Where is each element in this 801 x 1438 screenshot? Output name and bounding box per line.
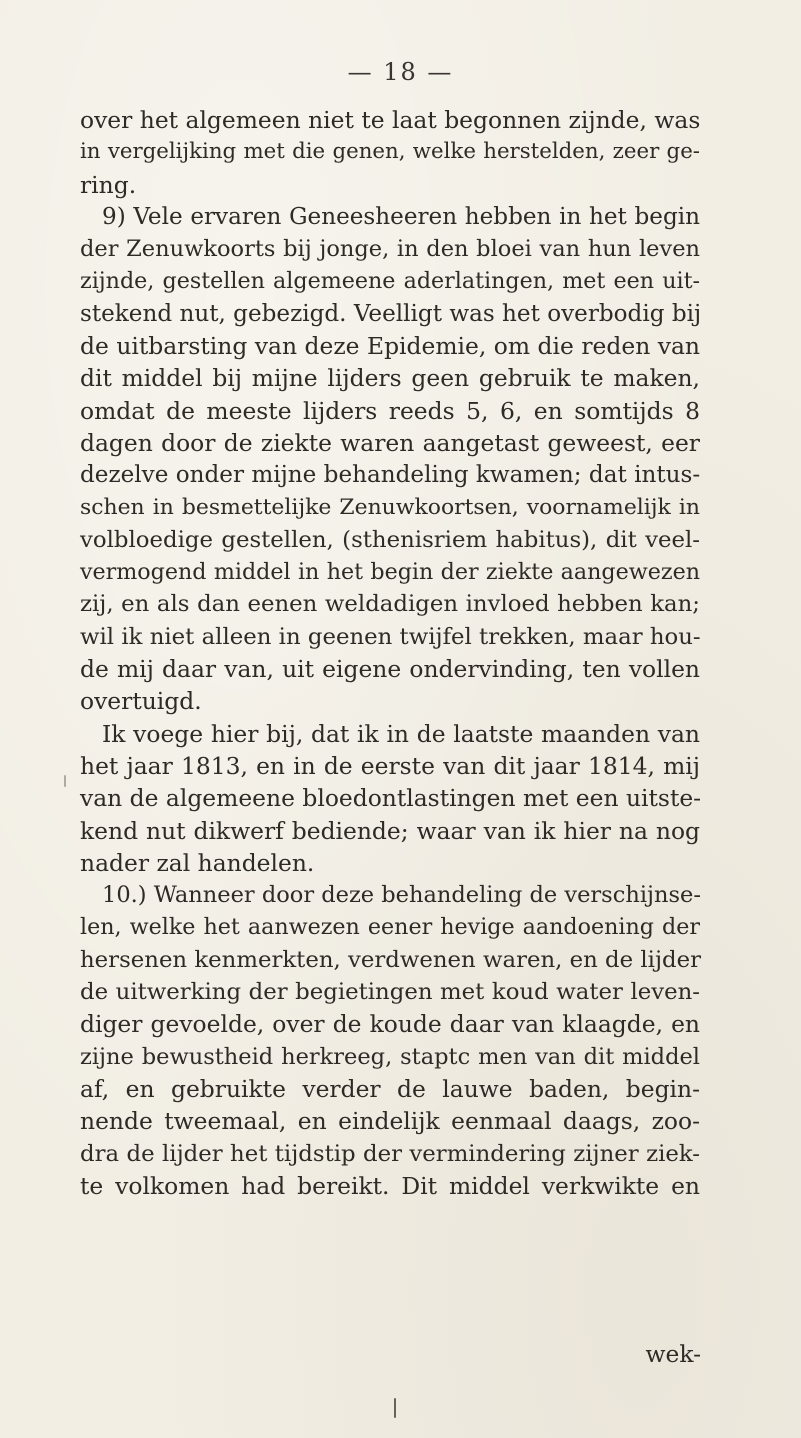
text-line: nende tweemaal, en eindelijk eenmaal daags, zoo-: [80, 1107, 700, 1136]
page-number: — 18 —: [347, 58, 454, 86]
text-line: diger gevoelde, over de koude daar van klaagde, en: [80, 1010, 700, 1039]
text-line: Ik voege hier bij, dat ik in de laatste maanden van: [102, 719, 700, 748]
text-line: dagen door de ziekte waren aangetast geweest, eer: [80, 428, 700, 457]
text-line: de uitwerking der begietingen met koud water leven-: [80, 979, 700, 1006]
text-line: zij, en als dan eenen weldadigen invloed hebben kan;: [80, 591, 700, 618]
text-line: der Zenuwkoorts bij jonge, in den bloei van hun leven: [80, 236, 700, 263]
text-line: de uitbarsting van deze Epidemie, om die reden van: [80, 332, 700, 361]
text-line: zijnde, gestellen algemeene aderlatingen, met een uit-: [80, 268, 700, 295]
text-line: wil ik niet alleen in geenen twijfel trekken, maar hou-: [80, 623, 701, 650]
text-line: vermogend middel in het begin der ziekte aangewezen: [80, 559, 700, 586]
text-line: ring.: [80, 170, 137, 199]
text-line: af, en gebruikte verder de lauwe baden, begin-: [80, 1074, 700, 1103]
text-line: nader zal handelen.: [80, 848, 315, 877]
text-line: het jaar 1813, en in de eerste van dit jaar 1814, mij: [80, 751, 700, 780]
text-line: overtuigd.: [80, 687, 202, 716]
catchword: wek-: [645, 1340, 701, 1368]
text-line: in vergelijking met die genen, welke herstelden, zeer ge-: [80, 139, 700, 165]
text-line: te volkomen had bereikt. Dit middel verkwikte en: [80, 1171, 700, 1200]
text-line: stekend nut, gebezigd. Veelligt was het overbodig bij: [80, 300, 702, 327]
text-line: omdat de meeste lijders reeds 5, 6, en somtijds 8: [80, 396, 700, 425]
text-line: 9) Vele ervaren Geneesheeren hebben in het begin: [102, 203, 700, 230]
text-line: dra de lijder het tijdstip der vermindering zijner ziek-: [80, 1140, 700, 1167]
text-line: de mij daar van, uit eigene ondervinding, ten vollen: [80, 655, 700, 684]
text-line: dit middel bij mijne lijders geen gebruik te maken,: [80, 364, 700, 393]
text-line: over het algemeen niet te laat begonnen zijnde, was: [80, 106, 701, 134]
text-line: zijne bewustheid herkreeg, staptc men van dit middel: [80, 1043, 700, 1070]
text-line: len, welke het aanwezen eener hevige aandoening der: [80, 914, 700, 941]
text-line: dezelve onder mijne behandeling kwamen; dat intus-: [80, 462, 701, 489]
text-line: schen in besmettelijke Zenuwkoortsen, voornamelijk in: [80, 494, 700, 520]
text-line: kend nut dikwerf bediende; waar van ik hier na nog: [80, 816, 700, 845]
text-line: volbloedige gestellen, (sthenisriem habitus), dit veel-: [80, 526, 700, 553]
text-line: 10.) Wanneer door deze behandeling de verschijnse-: [102, 882, 701, 909]
body-text: [80, 104, 700, 1202]
text-line: hersenen kenmerkten, verdwenen waren, en de lijder: [80, 946, 702, 973]
ink-speck: [394, 1398, 396, 1418]
text-line: van de algemeene bloedontlastingen met een uitste-: [80, 784, 702, 813]
ink-speck: [64, 775, 66, 787]
